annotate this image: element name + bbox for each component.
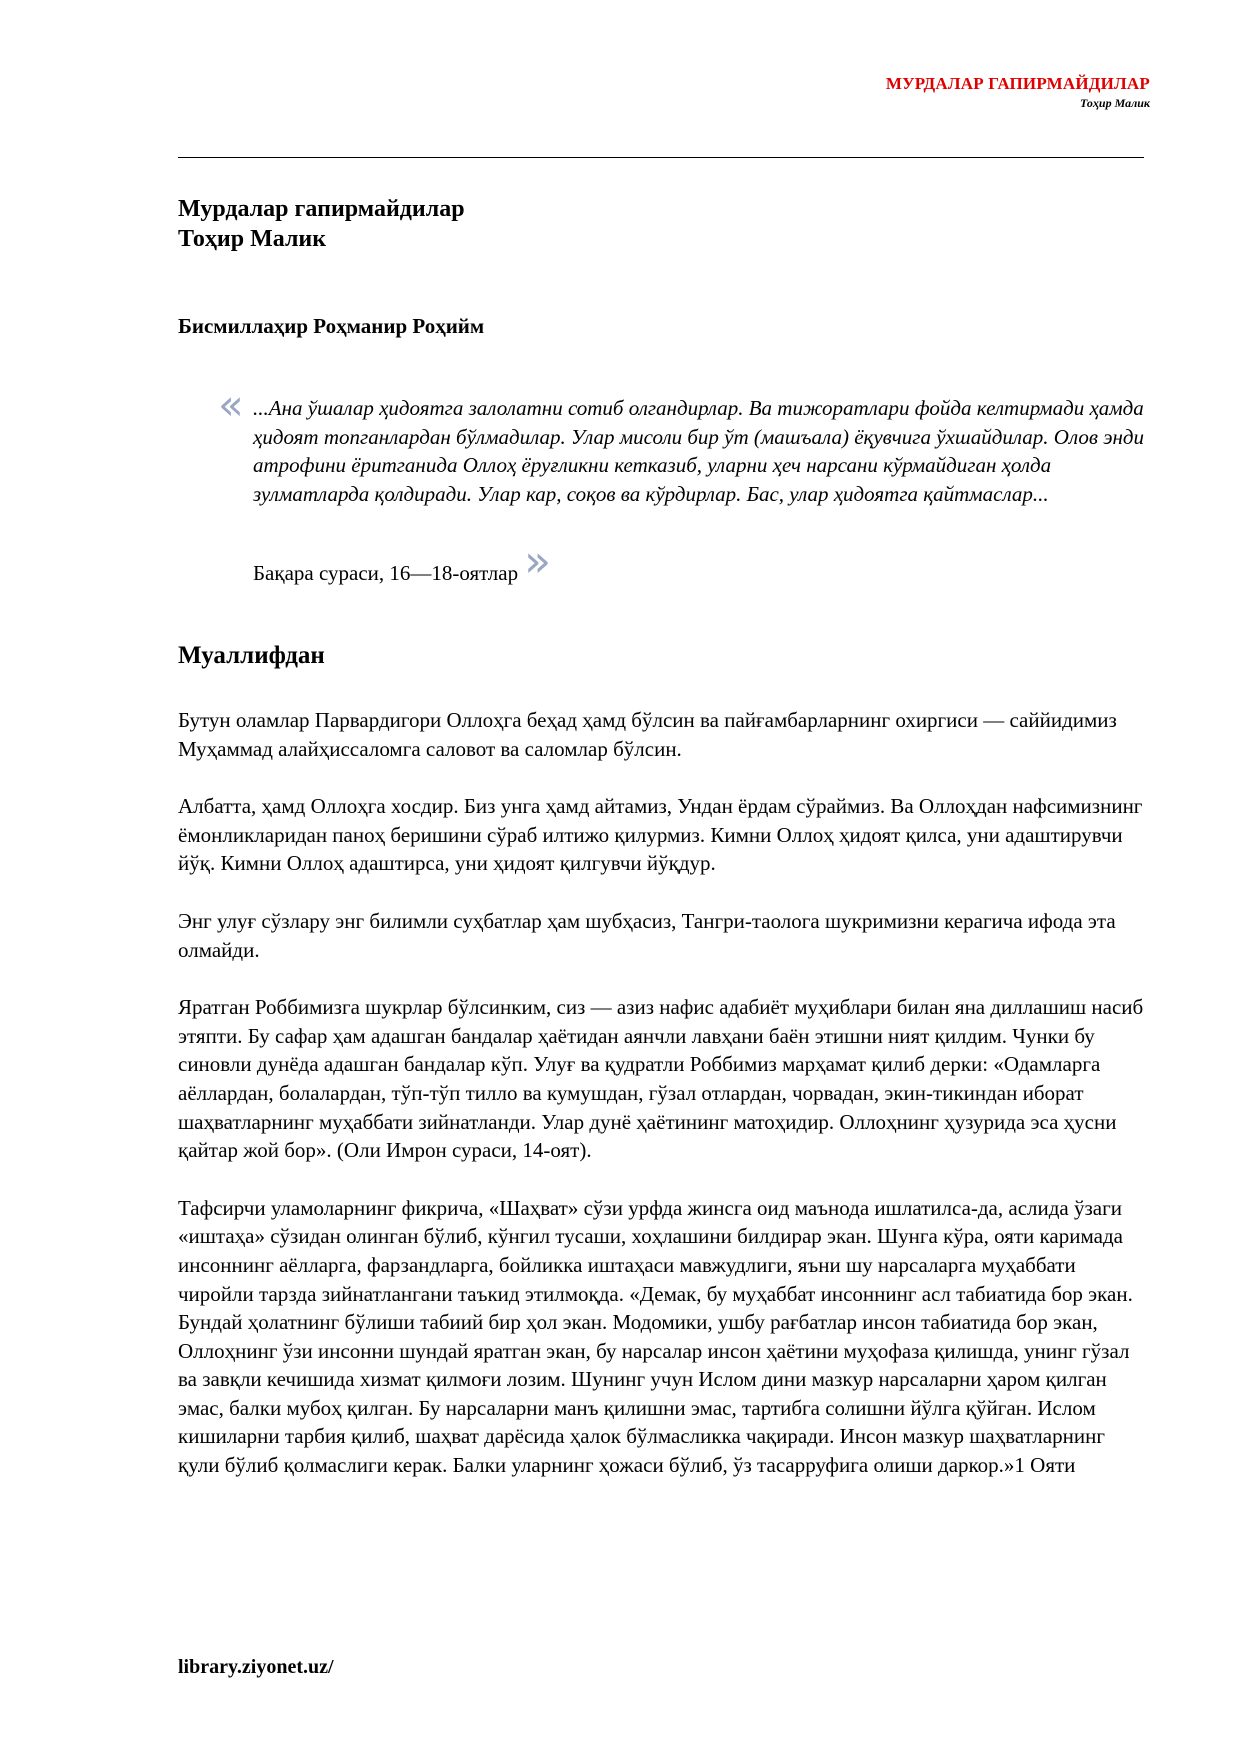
epigraph-source xyxy=(253,536,552,587)
paragraph: Яратган Роббимизга шукрлар бўлсинким, сиз — азиз нафис адабиёт муҳиблари билан яна диллашиш насиб этяпти. Бу сафар ҳам адашган бандалар ҳаётидан аянчли лавҳани баён этишни ният қилдим. Чунки бу синовли дунёда адашган бандалар кўп. Улуғ ва қудратли Роббимиз марҳамат қилиб дерки: «Одамларга аёллардан, болалардан, тўп-тўп тилло ва кумушдан, гўзал отлардан, чорвадан, экин-тикиндан иборат шаҳватларнинг муҳаббати зийнатланди. Улар дунё ҳаётининг матоҳидир. Оллоҳнинг ҳузурида эса ҳусни қайтар жой бор». (Оли Имрон сураси, 14-оят). xyxy=(178,995,1144,1163)
running-header-author: Тоҳир Малик xyxy=(1080,96,1150,110)
footer-site-link[interactable]: library.ziyonet.uz/ xyxy=(178,1656,334,1678)
running-header-title: МУРДАЛАР ГАПИРМАЙДИЛАР xyxy=(885,74,1150,93)
book-title xyxy=(178,194,1144,254)
paragraph: Тафсирчи уламоларнинг фикрича, «Шаҳват» сўзи урфда жинсга оид маънода ишлатилса-да, аслида ўзаги «иштаҳа» сўзидан олинган бўлиб, кўнгил тусаши, хоҳлашини билдирар экан. Шунга кўра, ояти каримада инсоннинг аёлларга, фарзандларга, бойликка иштаҳаси мавжудлиги, яъни шу нарсаларга муҳаббати чиройли тарзда зийнатлангани таъкид этилмоқда. «Демак, бу муҳаббат инсоннинг асл табиатида бор экан. Бундай ҳолатнинг бўлиши табиий бир ҳол экан. Модомики, ушбу рағбатлар инсон табиатида бор экан, Оллоҳнинг ўзи инсонни шундай яратган экан, бу нарсалар инсон ҳаётини муҳофаза қилишда, унинг гўзал ва завқли кечишида хизмат қилмоғи лозим. Шунинг учун Ислом дини мазкур нарсаларни ҳаром қилган эмас, балки мубоҳ қилган. Бу нарсаларни манъ қилишни эмас, тартибга солишни йўлга қўйган. Ислом кишиларни тарбия қилиб, шаҳват дарёсида ҳалок бўлмасликка чақиради. Инсон мазкур шаҳватларнинг қули бўлиб қолмаслиги керак. Балки уларнинг ҳожаси бўлиб, ўз тасарруфига олиши даркор.»1 Ояти xyxy=(178,1195,1133,1478)
paragraph: Албатта, ҳамд Оллоҳга хосдир. Биз унга ҳамд айтамиз, Ундан ёрдам сўраймиз. Ва Оллоҳдан нафсимизнинг ёмонликларидан паноҳ беришини сўраб илтижо қилурмиз. Кимни Оллоҳ ҳидоят қилса, уни адаштирувчи йўқ. Кимни Оллоҳ адаштирса, уни ҳидоят қилгувчи йўқдур. xyxy=(178,794,1143,876)
epigraph-source-text: Бақара сураси, 16—18-оятлар xyxy=(253,561,519,585)
header-divider xyxy=(178,157,1144,158)
book-author-line: Тоҳир Малик xyxy=(178,226,327,252)
paragraph: Бутун оламлар Парвардигори Оллоҳга беҳад ҳамд бўлсин ва пайғамбарларнинг охиргиси — саййидимиз Муҳаммад алайҳиссаломга саловот ва саломлар бўлсин. xyxy=(178,708,1117,761)
paragraph: Энг улуғ сўзлару энг билимли суҳбатлар ҳам шубҳасиз, Тангри-таологa шукримизни керагича ифода эта олмайди. xyxy=(178,908,1116,962)
page-content xyxy=(178,194,1145,1478)
close-quote-icon: » xyxy=(524,536,552,587)
epigraph-text: ...Ана ўшалар ҳидоятга залолатни сотиб олгандирлар. Ва тижоратлари фойда келтирмади ҳамда ҳидоят топганлардан бўлмадилар. Улар мисоли бир ўт (машъала) ёқувчига ўхшайдилар. Олов энди атрофини ёритганида Оллоҳ ёруғликни кетказиб, уларни ҳеч нарсани кўрмайдиган ҳолда зулматларда қолдиради. Улар кар, соқов ва кўрдирлар. Бас, улар ҳидоятга қайтмаслар... xyxy=(253,396,1145,506)
open-quote-icon: « xyxy=(218,380,244,429)
section-heading: Муаллифдан xyxy=(178,642,325,669)
bismillah: Бисмиллаҳир Роҳманир Роҳийм xyxy=(178,314,485,338)
body-text xyxy=(178,706,1144,1509)
book-title-line: Мурдалар гапирмайдилар xyxy=(178,196,465,222)
